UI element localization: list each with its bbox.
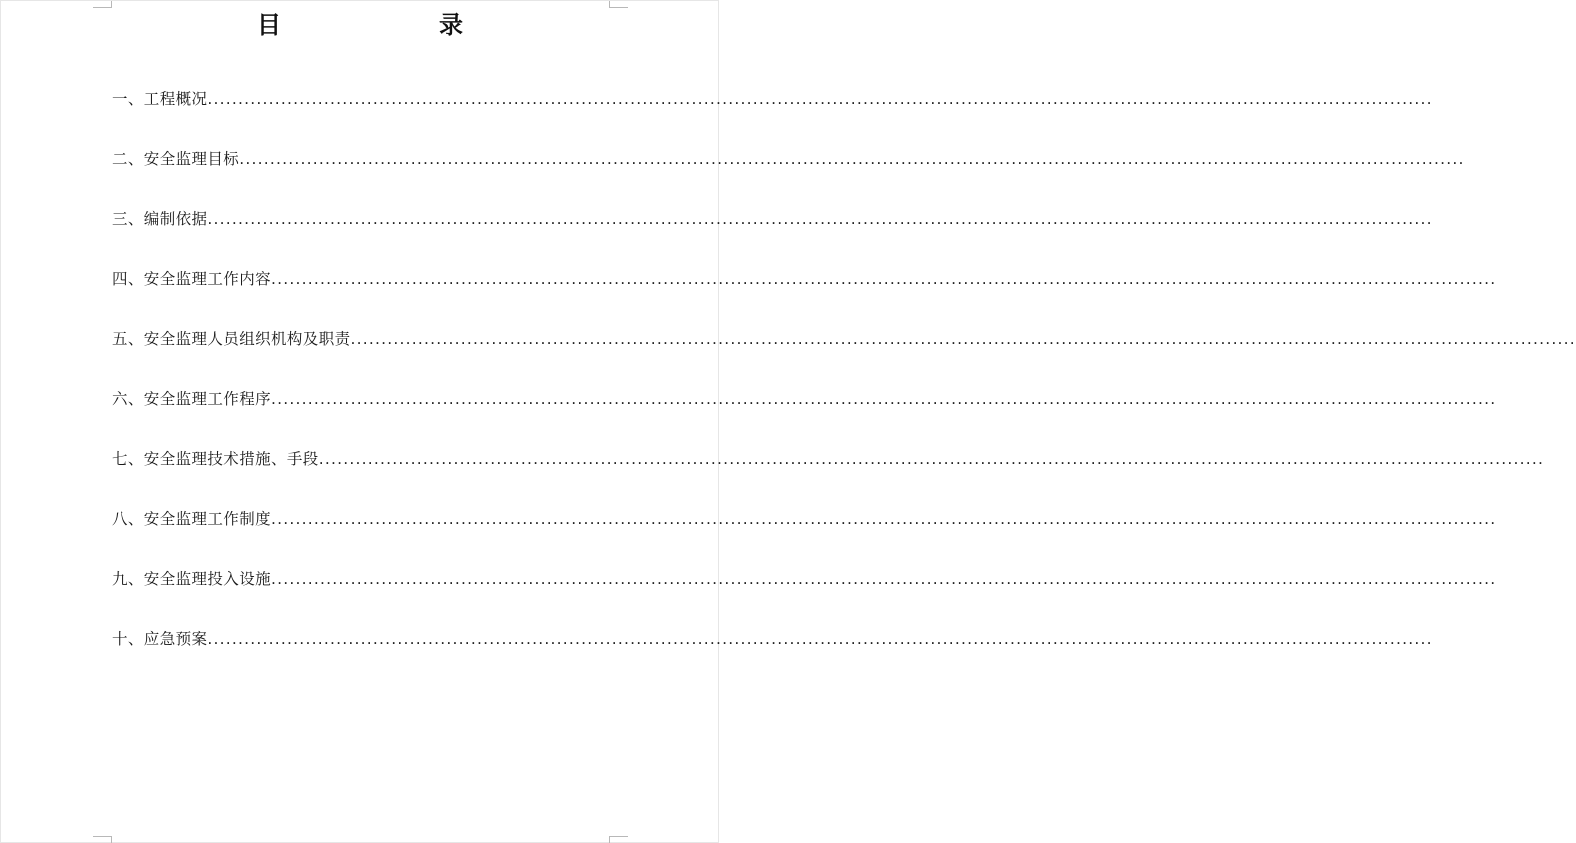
toc-entry[interactable] <box>112 87 1433 147</box>
toc-dot-leader: ........................................................................................................................................................................................................ <box>318 450 1545 468</box>
toc-entry-label: 六、安全监理工作程序 <box>112 390 272 408</box>
crop-mark-bottom-left <box>93 836 112 843</box>
toc-dot-leader: ........................................................................................................................................................................................................ <box>271 510 1497 528</box>
toc-entry-label: 四、安全监理工作内容 <box>112 270 272 288</box>
toc-entry[interactable] <box>112 387 1497 447</box>
toc-entry[interactable] <box>112 207 1433 267</box>
toc-title-char-2: 录 <box>439 10 463 39</box>
toc-entry[interactable] <box>112 507 1497 567</box>
toc-title-char-1: 目 <box>257 10 281 39</box>
toc-entry[interactable] <box>112 327 1576 387</box>
toc-entry[interactable] <box>112 147 1465 207</box>
toc-entry[interactable] <box>112 447 1545 507</box>
toc-dot-leader: ........................................................................................................................................................................................................ <box>207 630 1433 648</box>
toc-entry[interactable] <box>112 267 1497 327</box>
toc-entry-label: 八、安全监理工作制度 <box>112 510 272 528</box>
toc-entry[interactable] <box>112 627 1433 687</box>
toc-dot-leader: ........................................................................................................................................................................................................ <box>207 210 1433 228</box>
toc-dot-leader: ........................................................................................................................................................................................................ <box>271 390 1497 408</box>
toc-entry-label: 一、工程概况 <box>112 90 208 108</box>
toc-dot-leader: ........................................................................................................................................................................................................ <box>350 330 1576 348</box>
toc-entry[interactable] <box>112 567 1497 627</box>
toc-dot-leader: ........................................................................................................................................................................................................ <box>271 270 1497 288</box>
toc-entry-label: 十、应急预案 <box>112 630 208 648</box>
toc-dot-leader: ........................................................................................................................................................................................................ <box>239 150 1465 168</box>
toc-dot-leader: ........................................................................................................................................................................................................ <box>207 90 1433 108</box>
toc-title <box>1 7 718 43</box>
toc-entry-label: 九、安全监理投入设施 <box>112 570 272 588</box>
toc-entry-label: 五、安全监理人员组织机构及职责 <box>112 330 351 348</box>
toc-entry-label: 七、安全监理技术措施、手段 <box>112 450 319 468</box>
table-of-contents <box>112 87 1576 687</box>
toc-dot-leader: ........................................................................................................................................................................................................ <box>271 570 1497 588</box>
crop-mark-bottom-right <box>609 836 628 843</box>
toc-entry-label: 二、安全监理目标 <box>112 150 240 168</box>
toc-entry-label: 三、编制依据 <box>112 210 208 228</box>
